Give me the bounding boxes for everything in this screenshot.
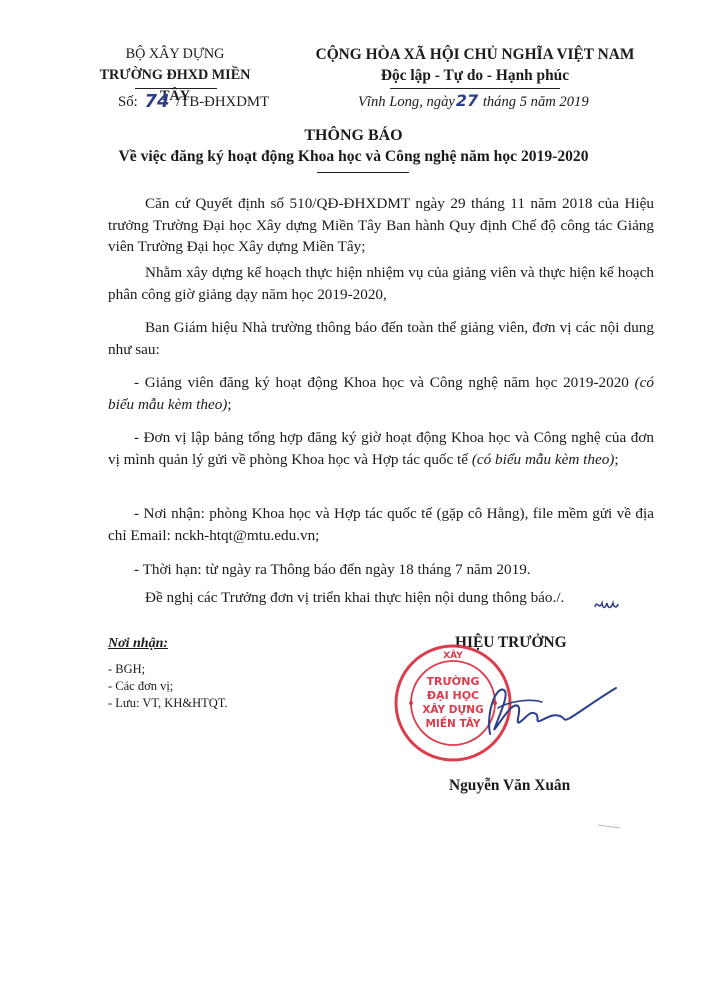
ministry-name: BỘ XÂY DỰNG bbox=[125, 46, 225, 62]
title-underline bbox=[317, 172, 409, 173]
paragraph-legal-basis: Căn cứ Quyết định số 510/QĐ-ĐHXDMT ngày 29 tháng 11 năm 2018 của Hiệu trưởng Trường Đại học Xây dựng Miền Tây Ban hành Quy định Chế độ công tác Giảng viên Trường Đại học Xây dựng Miền Tây; bbox=[108, 195, 654, 255]
motto-underline bbox=[390, 88, 560, 89]
handwritten-signature bbox=[468, 672, 618, 747]
svg-text:TRƯỜNG: TRƯỜNG bbox=[426, 675, 480, 688]
document-number bbox=[118, 90, 269, 111]
number-suffix: /TB-ĐHXDMT bbox=[176, 94, 270, 110]
closing-request: Đề nghị các Trưởng đơn vị triển khai thực hiện nội dung thông báo./. bbox=[145, 589, 565, 606]
paragraph-purpose: Nhằm xây dựng kế hoạch thực hiện nhiệm vụ của giảng viên và thực hiện kế hoạch phân công giờ giảng dạy năm học 2019-2020, bbox=[108, 264, 654, 303]
issuer-underline bbox=[135, 88, 217, 89]
recipient-item: - Các đơn vị; bbox=[108, 679, 174, 693]
svg-text:XÂY DỰNG: XÂY DỰNG bbox=[422, 704, 484, 716]
document-subject: Về việc đăng ký hoạt động Khoa học và Công nghệ năm học 2019-2020 bbox=[118, 148, 589, 165]
paragraph-announcement: Ban Giám hiệu Nhà trường thông báo đến toàn thể giảng viên, đơn vị các nội dung như sau: bbox=[108, 319, 654, 358]
bullet-text: - Giảng viên đăng ký hoạt động Khoa học và Công nghệ năm học 2019-2020 bbox=[134, 374, 629, 391]
bullet-end: ; bbox=[614, 450, 619, 468]
handwritten-number: 74 bbox=[144, 91, 170, 112]
issue-date bbox=[358, 91, 589, 111]
svg-text:MIỀN TÂY: MIỀN TÂY bbox=[425, 718, 481, 730]
bullet-text: - Đơn vị lập bảng tổng hợp đăng ký giờ hoạt động Khoa học và Công nghệ của đơn vị mình quản lý gửi về phòng Khoa học và Hợp tác quốc tế bbox=[108, 429, 654, 468]
national-motto: Độc lập - Tự do - Hạnh phúc bbox=[380, 67, 570, 84]
svg-text:XÂY: XÂY bbox=[443, 651, 463, 661]
handwritten-initials bbox=[593, 595, 619, 613]
recipient-item: - BGH; bbox=[108, 662, 146, 676]
number-prefix: Số: bbox=[118, 94, 138, 110]
recipients-title: Nơi nhận bbox=[108, 636, 164, 651]
school-name: TRƯỜNG ĐHXD MIỀN TÂY bbox=[99, 67, 251, 104]
bullet-unit-summary bbox=[108, 427, 654, 470]
recipients-heading bbox=[108, 636, 168, 652]
recipient-item: - Lưu: VT, KH&HTQT. bbox=[108, 696, 228, 710]
bullet-end: ; bbox=[227, 395, 232, 413]
bullet-note: (có biểu mẫu kèm theo) bbox=[108, 374, 655, 413]
bullet-deadline: - Thời hạn: từ ngày ra Thông báo đến ngày 18 tháng 7 năm 2019. bbox=[134, 561, 531, 578]
document-title: THÔNG BÁO bbox=[304, 127, 403, 144]
handwritten-day: 27 bbox=[455, 91, 479, 110]
svg-text:ĐẠI HỌC: ĐẠI HỌC bbox=[426, 689, 480, 702]
scan-mark bbox=[598, 824, 620, 828]
bullet-lecturer-registration bbox=[108, 372, 654, 415]
signer-name: Nguyễn Văn Xuân bbox=[449, 777, 571, 794]
date-prefix: Vĩnh Long, ngày bbox=[358, 94, 455, 110]
recipients-list bbox=[108, 661, 228, 712]
country-name: CỘNG HÒA XÃ HỘI CHỦ NGHĨA VIỆT NAM bbox=[315, 46, 635, 63]
bullet-note: (có biểu mẫu kèm theo) bbox=[471, 450, 615, 468]
national-heading bbox=[300, 44, 650, 86]
bullet-recipient-office: - Nơi nhận: phòng Khoa học và Hợp tác quốc tế (gặp cô Hằng), file mềm gửi về địa chỉ Email: nckh-htqt@mtu.edu.vn; bbox=[108, 505, 654, 544]
date-suffix: tháng 5 năm 2019 bbox=[482, 94, 589, 110]
signer-title: HIỆU TRƯỞNG bbox=[455, 634, 567, 651]
recipients-colon: : bbox=[163, 636, 169, 651]
